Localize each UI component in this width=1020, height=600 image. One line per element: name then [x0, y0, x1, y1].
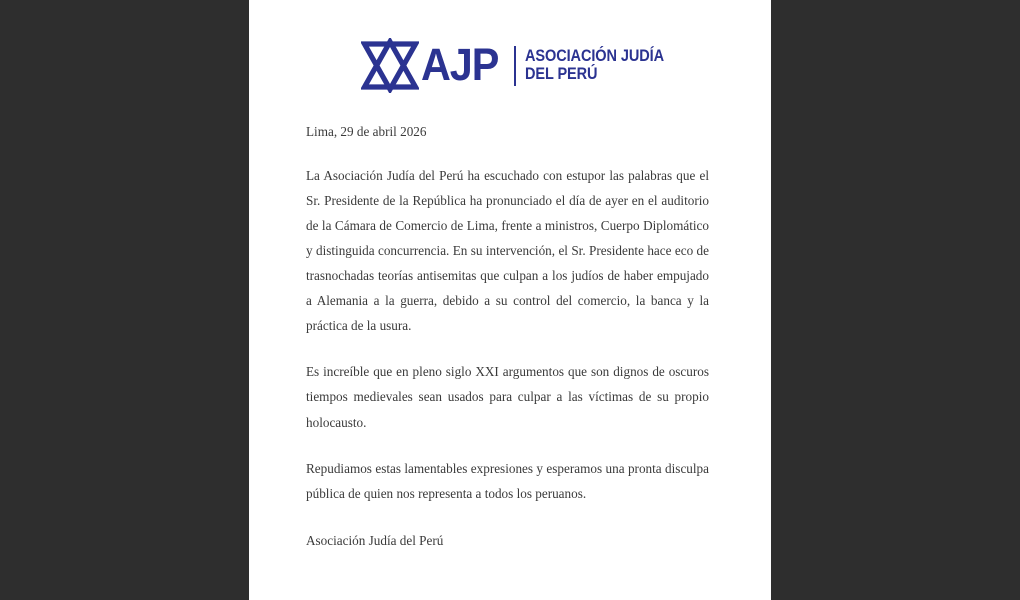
- logo-acronym: AJP: [421, 39, 499, 91]
- letter-paragraph-3: Repudiamos estas lamentables expresiones y esperamos una pronta disculpa pública de quien nos representa a todos los peruanos.: [306, 460, 709, 501]
- letter-signature: Asociación Judía del Perú: [306, 532, 444, 548]
- letter-paragraph-2: Es increíble que en pleno siglo XXI argumentos que son dignos de oscuros tiempos medievales sean usados para culpar a las víctimas de su propio holocausto.: [306, 364, 709, 430]
- letterhead: [249, 0, 771, 103]
- logo-tagline: [525, 48, 664, 84]
- letterbox-left: [0, 0, 249, 600]
- letter-date: Lima, 29 de abril 2026: [306, 124, 427, 139]
- logo-tagline-line2: DEL PERÚ: [525, 64, 598, 83]
- ajp-logo: [361, 38, 683, 93]
- letterbox-right: [771, 0, 1020, 600]
- logo-divider: [514, 46, 516, 86]
- logo-tagline-line1: ASOCIACIÓN JUDÍA: [525, 46, 664, 65]
- letter-paragraph-1: La Asociación Judía del Perú ha escuchado con estupor las palabras que el Sr. Presidente de la República ha pronunciado el día de ayer en el auditorio de la Cámara de Comercio de Lima, frente a ministros, Cuerpo Diplomático y distinguida concurrencia. En su intervención, el Sr. Presidente hace eco de trasnochadas teorías antisemitas que culpan a los judíos de haber empujado a Alemania a la guerra, debido a su control del comercio, la banca y la práctica de la usura.: [306, 167, 709, 334]
- letter-body: [249, 122, 771, 551]
- star-of-david-icon: [361, 38, 419, 93]
- document-page: [249, 0, 771, 600]
